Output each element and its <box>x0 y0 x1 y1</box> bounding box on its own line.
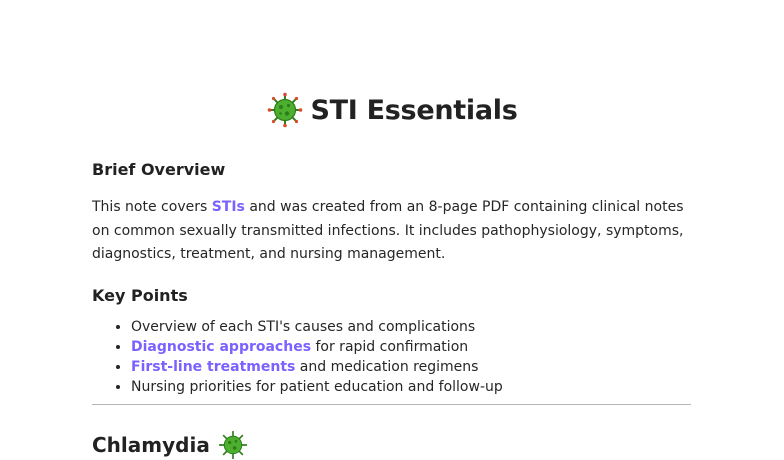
note-title: STI Essentials <box>310 94 518 126</box>
list-item-text: and medication regimens <box>295 359 479 375</box>
list-item-highlight: Diagnostic approaches <box>131 339 312 355</box>
list-item <box>131 357 503 377</box>
list-item <box>131 377 503 397</box>
overview-text-after: and was created from an 8-page PDF containing clinical notes on common sexually transmitted infections. It includes pathophysiology, symptoms, diagnostics, treatment, and nursing management. <box>92 199 684 262</box>
virus-icon <box>218 430 248 460</box>
next-section-title: Chlamydia <box>92 433 210 457</box>
overview-heading: Brief Overview <box>92 160 226 179</box>
overview-text-before: This note covers <box>92 199 212 215</box>
key-points-heading: Key Points <box>92 286 188 305</box>
overview-paragraph <box>92 196 692 267</box>
virus-icon <box>267 92 303 128</box>
list-item-text: Overview of each STI's causes and complications <box>131 319 476 335</box>
next-section-heading-row <box>92 430 248 460</box>
note-title-row <box>0 92 784 128</box>
section-divider <box>92 404 691 405</box>
list-item <box>131 337 503 357</box>
overview-highlight: STIs <box>211 199 245 215</box>
list-item-text: for rapid confirmation <box>311 339 469 355</box>
list-item <box>131 317 503 337</box>
list-item-highlight: First-line treatments <box>131 359 296 375</box>
key-points-list <box>112 317 503 397</box>
list-item-text: Nursing priorities for patient education and follow-up <box>131 379 503 395</box>
